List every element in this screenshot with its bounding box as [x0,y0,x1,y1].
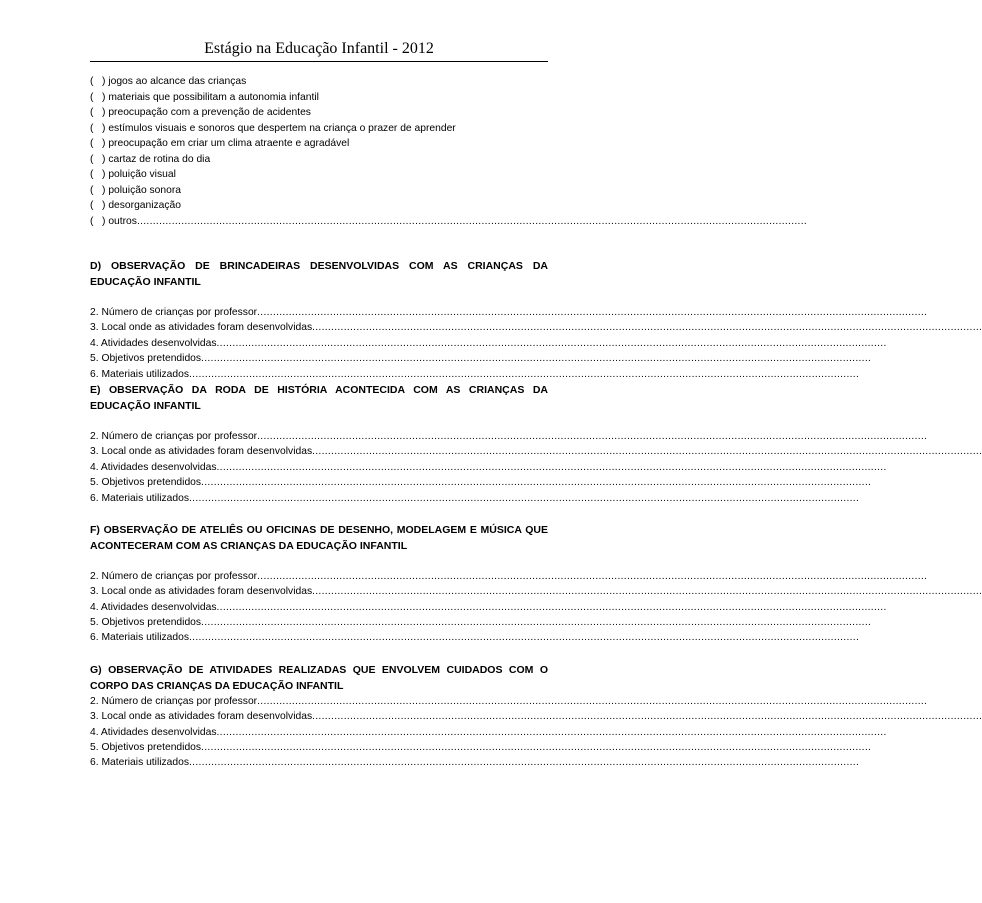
fill-in-dots[interactable]: .................................................................................................................................................................................................................... [216,726,887,738]
checklist-item-label: jogos ao alcance das crianças [108,76,247,87]
fill-in-dots[interactable]: .................................................................................................................................................................................................................... [312,446,982,458]
field-list [90,569,982,646]
field-list [90,305,982,382]
checklist-item [90,183,548,199]
fill-in-dots[interactable]: .................................................................................................................................................................................................................... [216,461,887,473]
checkbox-close: ) [102,138,106,149]
section-e [90,382,982,506]
checkbox-close: ) [102,107,106,118]
checkbox-close: ) [102,215,106,227]
field-label: 5. Objetivos pretendidos [90,477,202,489]
checkbox-close: ) [102,76,106,87]
fill-in-dots[interactable]: .................................................................................................................................................................................................................... [189,368,860,380]
fill-in-dots[interactable]: .................................................................................................................................................................................................................... [201,742,872,754]
checkbox-close: ) [102,122,106,134]
field-label: 5. Objetivos pretendidos [90,742,202,754]
field-row [90,755,860,770]
fill-in-dots[interactable]: .................................................................................................................................................................................................................... [257,570,928,582]
fill-in-dots[interactable]: .................................................................................................................................................................................................................... [189,492,860,504]
page-content [90,74,982,771]
checkbox-close: ) [102,153,106,165]
field-row [90,569,928,584]
fill-in-dots[interactable]: .................................................................................................................................................................................................................... [257,307,928,318]
field-label: 5. Objetivos pretendidos [90,617,202,629]
section-title: G) OBSERVAÇÃO DE ATIVIDADES REALIZADAS QUE ENVOLVEM CUIDADOS COM O CORPO DAS CRIANÇAS DA EDUCAÇÃO INFANTIL [90,663,548,692]
checkbox-paren[interactable]: ( [90,138,94,149]
checkbox-paren[interactable]: ( [90,200,94,211]
field-row [90,460,887,475]
field-row [90,694,928,709]
fill-in-dots[interactable]: .................................................................................................................................................................................................................... [312,711,982,723]
field-row [90,491,860,506]
field-label: 2. Número de crianças por professor [90,695,258,707]
field-row [90,600,887,615]
field-row [90,584,982,599]
checkbox-paren[interactable]: ( [90,122,94,134]
checklist-item-label: poluição visual [108,169,176,180]
field-row [90,475,872,490]
checklist [90,74,808,229]
field-row [90,740,872,755]
checklist-item [90,167,548,183]
checklist-item-label: preocupação com a prevenção de acidentes [108,107,311,118]
fill-in-dots[interactable]: .................................................................................................................................................................................................................... [201,477,872,489]
section-title: E) OBSERVAÇÃO DA RODA DE HISTÓRIA ACONTECIDA COM AS CRIANÇAS DA EDUCAÇÃO INFANTIL [90,383,548,412]
page-header-title: Estágio na Educação Infantil - 2012 [204,40,434,57]
field-row [90,709,982,724]
field-row [90,367,860,382]
field-row [90,630,860,645]
section-f [90,522,982,646]
section-title: D) OBSERVAÇÃO DE BRINCADEIRAS DESENVOLVIDAS COM AS CRIANÇAS DA EDUCAÇÃO INFANTIL [90,260,548,288]
fill-in-dots[interactable]: .................................................................................................................................................................................................................... [216,601,887,613]
checklist-item [90,121,548,137]
field-label: 4. Atividades desenvolvidas [90,601,217,613]
field-label: 6. Materiais utilizados [90,492,190,504]
checkbox-paren[interactable]: ( [90,215,94,227]
field-row [90,725,887,740]
field-label: 2. Número de crianças por professor [90,570,258,582]
field-row [90,305,928,320]
fill-in-dots[interactable]: .................................................................................................................................................................................................................... [136,215,808,227]
checklist-item-label: outros [108,215,137,227]
fill-in-dots[interactable]: .................................................................................................................................................................................................................... [201,617,872,629]
field-row [90,429,928,444]
field-label: 2. Número de crianças por professor [90,430,258,442]
fill-in-dots[interactable]: .................................................................................................................................................................................................................... [189,632,860,644]
checkbox-close: ) [102,91,106,103]
fill-in-dots[interactable]: .................................................................................................................................................................................................................... [216,337,887,349]
checklist-item [90,198,548,214]
checklist-item-label: materiais que possibilitam a autonomia infantil [108,91,319,103]
field-label: 3. Local onde as atividades foram desenvolvidas [90,711,313,723]
field-row [90,351,872,366]
field-label: 5. Objetivos pretendidos [90,353,202,365]
checkbox-paren[interactable]: ( [90,184,94,196]
fill-in-dots[interactable]: .................................................................................................................................................................................................................... [312,322,982,334]
field-label: 4. Atividades desenvolvidas [90,461,217,473]
field-row [90,444,982,459]
checklist-item-label: desorganização [108,200,182,211]
checkbox-paren[interactable]: ( [90,169,94,180]
checklist-item-label: poluição sonora [108,184,182,196]
fill-in-dots[interactable]: .................................................................................................................................................................................................................... [312,586,982,598]
section-title: F) OBSERVAÇÃO DE ATELIÊS OU OFICINAS DE DESENHO, MODELAGEM E MÚSICA QUE ACONTECERAM COM AS CRIANÇAS DA EDUCAÇÃO INFANTIL [90,523,548,552]
checklist-item-label: estímulos visuais e sonoros que despertem na criança o prazer de aprender [108,122,456,134]
section-g [90,662,982,771]
checklist-item [90,152,548,168]
field-label: 3. Local onde as atividades foram desenvolvidas [90,586,313,598]
checklist-item [90,136,548,152]
field-label: 6. Materiais utilizados [90,368,190,380]
fill-in-dots[interactable]: .................................................................................................................................................................................................................... [257,695,928,707]
field-row [90,336,887,351]
field-list [90,694,982,771]
checklist-item [90,90,548,106]
checkbox-paren[interactable]: ( [90,76,94,87]
field-label: 6. Materiais utilizados [90,757,190,769]
field-label: 3. Local onde as atividades foram desenvolvidas [90,322,313,334]
fill-in-dots[interactable]: .................................................................................................................................................................................................................... [257,430,928,442]
checkbox-paren[interactable]: ( [90,107,94,118]
field-label: 4. Atividades desenvolvidas [90,337,217,349]
checklist-item-label: cartaz de rotina do dia [108,153,211,165]
fill-in-dots[interactable]: .................................................................................................................................................................................................................... [189,757,860,769]
checklist-item-others [90,214,808,230]
field-list [90,429,982,506]
checkbox-close: ) [102,169,106,180]
field-label: 4. Atividades desenvolvidas [90,726,217,738]
checklist-item-label: preocupação em criar um clima atraente e agradável [108,138,350,149]
checklist-item [90,74,548,90]
checkbox-close: ) [102,200,106,211]
field-row [90,320,982,335]
field-label: 2. Número de crianças por professor [90,307,258,318]
checkbox-paren[interactable]: ( [90,153,94,165]
checklist-item [90,105,548,121]
header-rule [90,61,548,62]
field-label: 6. Materiais utilizados [90,632,190,644]
checkbox-close: ) [102,184,106,196]
fill-in-dots[interactable]: .................................................................................................................................................................................................................... [201,353,872,365]
field-row [90,615,872,630]
checkbox-paren[interactable]: ( [90,91,94,103]
field-label: 3. Local onde as atividades foram desenvolvidas [90,446,313,458]
section-d [90,258,982,382]
